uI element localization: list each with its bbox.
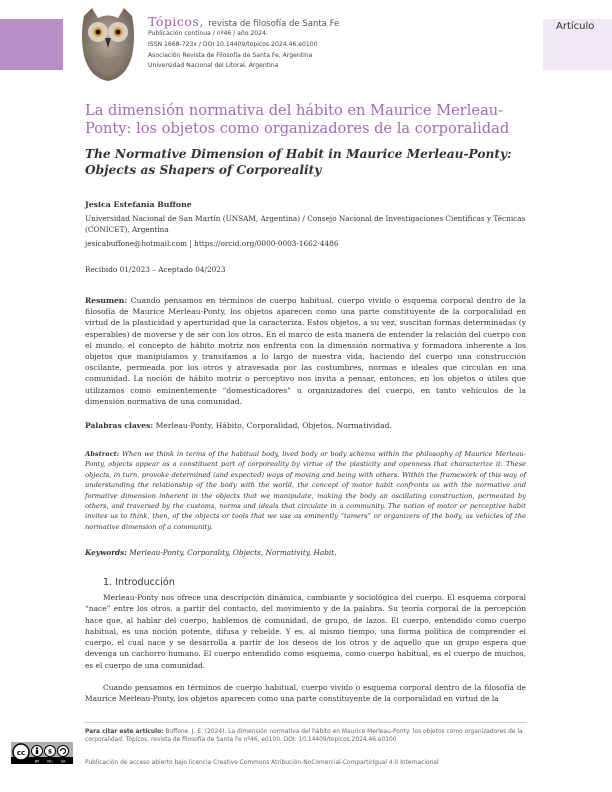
abstract-label: Resumen: — [85, 296, 128, 305]
svg-text:BY: BY — [34, 758, 40, 764]
article-type-label: Artículo — [556, 21, 595, 32]
svg-text:SA: SA — [60, 758, 66, 764]
journal-name: Tópicos, revista de filosofía de Santa Fe — [148, 14, 340, 29]
citation-note — [85, 728, 527, 744]
association-line: Asociación Revista de Filosofía de Santa Fe, Argentina — [148, 52, 313, 59]
keywords-en-label: Keywords: — [85, 548, 127, 557]
abstract-english — [85, 449, 526, 532]
footer-divider — [85, 722, 527, 723]
received-accepted-dates: Recibido 01/2023 – Aceptado 04/2023 — [85, 265, 226, 274]
publication-line: Publicación continua / nº46 / año 2024. — [148, 30, 268, 37]
body-paragraph: Merleau-Ponty nos ofrece una descripción dinámica, cambiante y sociológica del cuerpo. El esquema corporal “nace” entre los otros, a partir del contacto, del movimiento y de la palabra. Su teoría corporal de la percepción hace que, al hablar del cuerpo, hablemos de comunidad, de grupo, de lazos. El cuerpo, entendido como cuerpo habitual, es una noción potente, difusa y rebelde. Y es, al mismo tiempo, una forma política de comprender el cuerpo, el cual nace y se desarrolla a partir de los deseos de los otros y de aquello que un grupo espera que devenga un cachorro humano. El cuerpo entendido como esquema, como cuerpo habitual, es el cuerpo de muchos, es el cuerpo de una comunidad. — [85, 593, 526, 670]
author-name: Jesica Estefanía Buffone — [85, 200, 192, 209]
abstract-en-label: Abstract: — [85, 450, 120, 458]
author-affiliation: Universidad Nacional de San Martín (UNSAM, Argentina) / Consejo Nacional de Investigaciones Científicas y Técnicas — [85, 214, 526, 223]
issn-doi-line: ISSN 1668-723x / DOI 10.14409/topicos.2024.46.e0100 — [148, 41, 318, 48]
abstract-text: Cuando pensamos en términos de cuerpo habitual, cuerpo vivido o esquema corporal dentro de la filosofía de Maurice Merleau-Ponty, los objetos aparecen como una parte constituyente de la corporalidad en virtud de la plasticidad y aperturidad que la caracteriza. Estos objetos, a su vez, suscitan formas determinadas (y esperables) de moverse y de ser con los otros. En el marco de esta manera de entender la relación del cuerpo con el mundo, el concepto de hábito motriz nos enfrenta con la dimensión normativa y formadora inherente a los objetos que manipulamos y transitamos a lo largo de nuestra vida, haciendo del cuerpo una construcción oscilante, permeada por los otros y atravesada por las costumbres, normas e ideales que circulan en una comunidad. La noción de hábito motriz o perceptivo nos invita a pensar, entonces, en los objetos o útiles que utilizamos como eminentemente “domesticadores” u organizadores del cuerpo, en tanto vehículos de la dimensión normativa de una comunidad. — [85, 296, 526, 406]
citation-text: Buffone, J. E. (2024). La dimensión normativa del hábito en Maurice Merleau-Ponty: los objetos como organizadores de la corporalidad. Tópicos, revista de filosofía de Santa Fe nº46, e0100. DOI: 10.14409/topicos.2024.46.e0100 — [85, 729, 523, 744]
cc-license-badge-icon — [11, 742, 73, 764]
title-spanish: La dimensión normativa del hábito en Maurice Merleau-Ponty: los objetos como organizadores de la corporalidad — [85, 102, 510, 137]
owl-logo-icon — [76, 6, 140, 82]
header-accent-bar — [0, 19, 63, 70]
section-title: 1. Introducción — [103, 577, 175, 588]
keywords-text: Merleau-Ponty, Hábito, Corporalidad, Objetos, Normatividad. — [155, 421, 392, 430]
abstract-spanish — [85, 295, 526, 407]
university-line: Universidad Nacional del Litoral, Argentina — [148, 62, 279, 69]
title-english: The Normative Dimension of Habit in Maurice Merleau-Ponty: Objects as Shapers of Corporeality — [85, 147, 512, 177]
body-paragraph: Cuando pensamos en términos de cuerpo habitual, cuerpo vivido o esquema corporal dentro de la filosofía de Maurice Merleau-Ponty, los objetos aparecen como una parte constituyente de la corporalidad en virtud de la — [85, 683, 526, 704]
author-affiliation-cont: (CONICET), Argentina — [85, 225, 169, 234]
citation-label: Para citar este artículo: — [85, 729, 164, 735]
keywords-english — [85, 548, 337, 557]
keywords-label: Palabras claves: — [85, 421, 154, 430]
abstract-en-text: When we think in terms of the habitual body, lived body or body schema within the philosophy of Maurice Merleau-Ponty, objects appear as a constituent part of corporeality by virtue of the plasticity and openness that characterize it. These objects, in turn, provoke determined (and expected) ways of moving and being with others. Within the framework of this way of understanding the relationship of the body with the world, the concept of motor habit confronts us with the normative and formative dimension inherent in the objects that we manipulate, making the body an oscillating construction, permeated by others, and traversed by the customs, norms and ideals that circulate in a community. The notion of motor or perceptive habit invites us to think, then, of the objects or tools that we use as eminently “tamers” or organizers of the body, as vehicles of the normative dimension of a community. — [85, 450, 526, 531]
svg-text:cc: cc — [16, 749, 26, 757]
svg-text:NC: NC — [47, 758, 53, 764]
keywords-en-text: Merleau-Ponty, Corporality, Objects, Normativity, Habit. — [129, 548, 337, 557]
author-contact[interactable]: jesicabuffone@hotmail.com | https://orcid.org/0000-0003-1662-4486 — [85, 239, 339, 248]
license-note: Publicación de acceso abierto bajo licencia Creative Commons Atribución-NoComercial-CompartirIgual 4.0 Internacional — [85, 760, 439, 766]
svg-text:$: $ — [47, 748, 53, 756]
keywords-spanish — [85, 420, 526, 431]
